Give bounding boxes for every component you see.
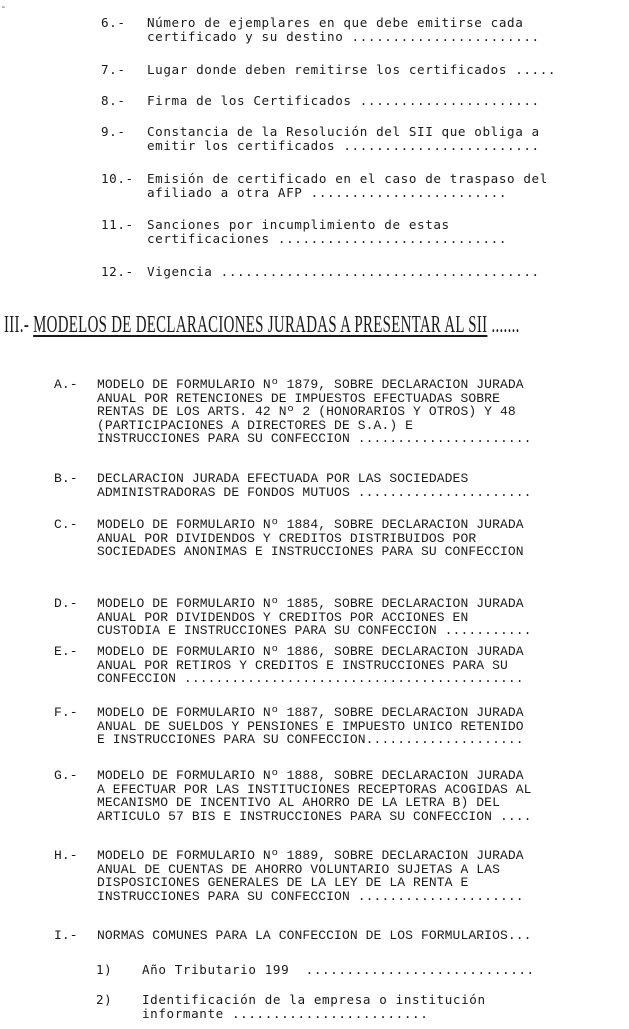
letter-item <box>54 472 626 499</box>
top-item <box>101 63 626 77</box>
letter-item-number: B.- <box>54 471 78 486</box>
sub-item <box>96 993 622 1021</box>
sub-item-text <box>142 993 622 1021</box>
letter-item-text <box>97 645 626 686</box>
top-item-line: Vigencia ....................................... <box>147 265 540 279</box>
letter-item-line: ANUAL POR DIVIDENDOS Y CREDITOS POR ACCIONES EN <box>97 610 469 624</box>
letter-item-text <box>97 769 626 823</box>
sub-item-line: Identificación de la empresa o institución <box>142 993 486 1007</box>
letter-item-line: MODELO DE FORMULARIO Nº 1886, SOBRE DECLARACION JURADA <box>97 645 524 659</box>
top-item-text <box>147 265 626 279</box>
sub-item <box>96 963 622 977</box>
section-heading <box>4 311 520 339</box>
section-title: MODELOS DE DECLARACIONES JURADAS A PRESENTAR AL SII <box>33 312 488 338</box>
sub-item-number: 1) <box>96 962 113 977</box>
top-item <box>101 218 626 246</box>
section-leader: ....... <box>491 312 520 338</box>
letter-item-text <box>97 929 626 943</box>
letter-item <box>54 597 626 638</box>
letter-item-line: ARTICULO 57 BIS E INSTRUCCIONES PARA SU CONFECCION .... <box>97 809 532 823</box>
top-item <box>101 125 626 153</box>
sub-item-number: 2) <box>96 992 113 1007</box>
letter-item-line: MECANISMO DE INCENTIVO AL AHORRO DE LA LETRA B) DEL <box>97 796 500 810</box>
letter-item-text <box>97 378 626 446</box>
letter-item-line: MODELO DE FORMULARIO Nº 1879, SOBRE DECLARACION JURADA <box>97 378 524 392</box>
letter-item-line: MODELO DE FORMULARIO Nº 1889, SOBRE DECLARACION JURADA <box>97 849 524 863</box>
letter-item-line: CONFECCION ........................................... <box>97 672 524 686</box>
letter-item-line: DECLARACION JURADA EFECTUADA POR LAS SOCIEDADES <box>97 472 469 486</box>
top-item-line: Número de ejemplares en que debe emitirse cada <box>147 16 524 30</box>
top-item-number: 8.- <box>101 93 126 108</box>
letter-item-text <box>97 472 626 499</box>
letter-item-line: (PARTICIPACIONES A DIRECTORES DE S.A.) E <box>97 418 414 432</box>
top-item <box>101 172 626 200</box>
letter-item-line: ANUAL POR RETENCIONES DE IMPUESTOS EFECTUADAS SOBRE <box>97 391 500 405</box>
top-item <box>101 265 626 279</box>
letter-item <box>54 706 626 747</box>
letter-item-line: A EFECTUAR POR LAS INSTITUCIONES RECEPTORAS ACOGIDAS AL <box>97 782 532 796</box>
letter-item-number: G.- <box>54 768 78 783</box>
letter-item-number: F.- <box>54 705 78 720</box>
letter-item-number: A.- <box>54 377 78 392</box>
letter-item-line: INSTRUCCIONES PARA SU CONFECCION ...................... <box>97 432 532 446</box>
top-item <box>101 16 626 44</box>
section-number: III.- <box>4 312 30 338</box>
letter-item-line: ADMINISTRADORAS DE FONDOS MUTUOS ...................... <box>97 485 532 499</box>
letter-item <box>54 645 626 686</box>
corner-mark: - <box>0 0 7 13</box>
letter-item-line: MODELO DE FORMULARIO Nº 1887, SOBRE DECLARACION JURADA <box>97 706 524 720</box>
top-item-number: 12.- <box>101 264 134 279</box>
letter-item-number: I.- <box>54 928 78 943</box>
letter-item-line: E INSTRUCCIONES PARA SU CONFECCION.................... <box>97 733 524 747</box>
top-item-text <box>147 125 626 153</box>
letter-item-line: ANUAL POR DIVIDENDOS Y CREDITOS DISTRIBUIDOS POR <box>97 531 477 545</box>
top-item-line: Constancia de la Resolución del SII que obliga a <box>147 125 540 139</box>
letter-item <box>54 378 626 446</box>
letter-item-line: SOCIEDADES ANONIMAS E INSTRUCCIONES PARA SU CONFECCION <box>97 545 524 559</box>
top-item-number: 9.- <box>101 124 126 139</box>
top-item-text <box>147 16 626 44</box>
letter-item-line: ANUAL DE CUENTAS DE AHORRO VOLUNTARIO SUJETAS A LAS <box>97 862 500 876</box>
top-item-line: Firma de los Certificados ...................... <box>147 94 540 108</box>
sub-item-line: informante ........................ <box>142 1007 429 1021</box>
top-item-line: certificaciones ............................ <box>147 232 508 246</box>
letter-item-line: MODELO DE FORMULARIO Nº 1885, SOBRE DECLARACION JURADA <box>97 597 524 611</box>
letter-item-number: D.- <box>54 596 78 611</box>
letter-item <box>54 849 626 903</box>
letter-item-line: ANUAL POR RETIROS Y CREDITOS E INSTRUCCIONES PARA SU <box>97 658 508 672</box>
letter-item-line: NORMAS COMUNES PARA LA CONFECCION DE LOS FORMULARIOS... <box>97 929 532 943</box>
top-item-line: certificado y su destino ....................... <box>147 30 540 44</box>
letter-item-line: ANUAL DE SUELDOS Y PENSIONES E IMPUESTO UNICO RETENIDO <box>97 719 524 733</box>
top-item-text <box>147 94 626 108</box>
letter-item-line: RENTAS DE LOS ARTS. 42 Nº 2 (HONORARIOS Y OTROS) Y 48 <box>97 405 516 419</box>
sub-item-text <box>142 963 622 977</box>
top-item-number: 6.- <box>101 15 126 30</box>
top-item-number: 11.- <box>101 217 134 232</box>
top-item-number: 10.- <box>101 171 134 186</box>
letter-item-text <box>97 706 626 747</box>
top-item-line: afiliado a otra AFP ........................ <box>147 186 508 200</box>
top-item-line: emitir los certificados ........................ <box>147 139 540 153</box>
top-item-text <box>147 63 626 77</box>
top-item-line: Sanciones por incumplimiento de estas <box>147 218 450 232</box>
top-item-line: Emisión de certificado en el caso de traspaso del <box>147 172 548 186</box>
top-item <box>101 94 626 108</box>
letter-item-text <box>97 849 626 903</box>
letter-item-line: DISPOSICIONES GENERALES DE LA LEY DE LA RENTA E <box>97 876 469 890</box>
top-item-text <box>147 218 626 246</box>
letter-item-line: INSTRUCCIONES PARA SU CONFECCION ..................... <box>97 889 524 903</box>
top-item-line: Lugar donde deben remitirse los certificados ..... <box>147 63 557 77</box>
letter-item-text <box>97 518 626 559</box>
letter-item-line: CUSTODIA E INSTRUCCIONES PARA SU CONFECCION ........... <box>97 624 532 638</box>
letter-item-number: E.- <box>54 644 78 659</box>
letter-item-number: C.- <box>54 517 78 532</box>
letter-item-line: MODELO DE FORMULARIO Nº 1888, SOBRE DECLARACION JURADA <box>97 769 524 783</box>
letter-item-number: H.- <box>54 848 78 863</box>
letter-item-text <box>97 597 626 638</box>
letter-item-line: MODELO DE FORMULARIO Nº 1884, SOBRE DECLARACION JURADA <box>97 518 524 532</box>
top-item-number: 7.- <box>101 62 126 77</box>
letter-item <box>54 518 626 559</box>
letter-item <box>54 929 626 943</box>
top-item-text <box>147 172 626 200</box>
letter-item <box>54 769 626 823</box>
sub-item-line: Año Tributario 199 ............................ <box>142 963 535 977</box>
